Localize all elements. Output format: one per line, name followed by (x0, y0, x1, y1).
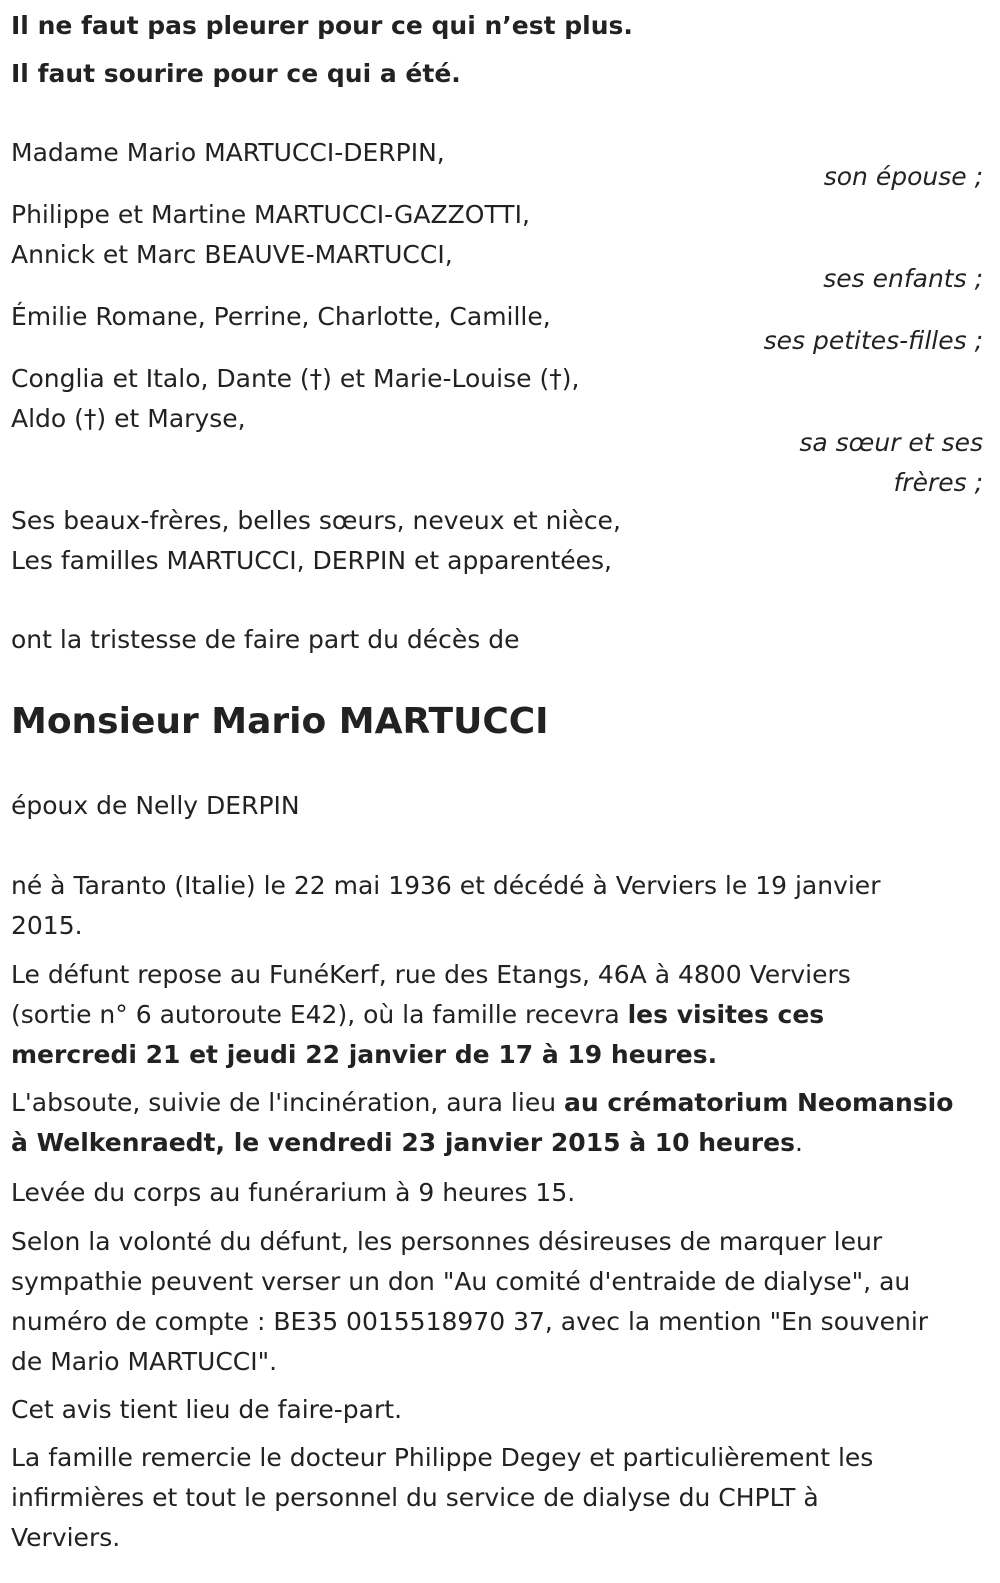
children-role: ses enfants ; (823, 264, 983, 293)
repose-line-2-bold: les visites ces (627, 1000, 825, 1029)
donation-line-4: de Mario MARTUCCI". (11, 1347, 278, 1376)
families-line: Les familles MARTUCCI, DERPIN et apparentées, (11, 546, 612, 575)
thanks-line-2: infirmières et tout le personnel du service de dialyse du CHPLT à (11, 1483, 819, 1512)
thanks-line-3: Verviers. (11, 1523, 121, 1552)
spouse-of-text: époux de Nelly DERPIN (11, 791, 300, 820)
absoute-line-2-plain: . (794, 1128, 803, 1157)
absoute-line-2-bold: à Welkenraedt, le vendredi 23 janvier 2015 à 10 heures (11, 1128, 795, 1157)
repose-line-2-plain: (sortie n° 6 autoroute E42), où la famille recevra (11, 1000, 628, 1029)
repose-visits-schedule: mercredi 21 et jeudi 22 janvier de 17 à 19 heures. (11, 1040, 718, 1069)
siblings-line-1: Conglia et Italo, Dante (†) et Marie-Louise (†), (11, 364, 580, 393)
epigraph-line-1: Il ne faut pas pleurer pour ce qui n’est plus. (11, 11, 633, 40)
thanks-line-1: La famille remercie le docteur Philippe Degey et particulièrement les (11, 1443, 874, 1472)
absoute-line-1-plain: L'absoute, suivie de l'incinération, aura lieu (11, 1088, 564, 1117)
siblings-role-line-2: frères ; (893, 468, 983, 497)
donation-line-3: numéro de compte : BE35 0015518970 37, avec la mention "En souvenir (11, 1307, 929, 1336)
granddaughters-names: Émilie Romane, Perrine, Charlotte, Camille, (11, 302, 551, 331)
repose-line-1: Le défunt repose au FunéKerf, rue des Etangs, 46A à 4800 Verviers (11, 960, 851, 989)
children-line-1: Philippe et Martine MARTUCCI-GAZZOTTI, (11, 200, 530, 229)
announcement-text: ont la tristesse de faire part du décès de (11, 625, 520, 654)
spouse-name: Madame Mario MARTUCCI-DERPIN, (11, 138, 445, 167)
absoute-line-1 (11, 1083, 953, 1123)
birth-death-line-1: né à Taranto (Italie) le 22 mai 1936 et décédé à Verviers le 19 janvier (11, 871, 881, 900)
absoute-line-1-bold: au crématorium Neomansio (564, 1088, 954, 1117)
notice-text: Cet avis tient lieu de faire-part. (11, 1395, 403, 1424)
siblings-line-2: Aldo (†) et Maryse, (11, 404, 246, 433)
children-line-2: Annick et Marc BEAUVE-MARTUCCI, (11, 240, 453, 269)
donation-line-2: sympathie peuvent verser un don "Au comité d'entraide de dialyse", au (11, 1267, 911, 1296)
deceased-name: Monsieur Mario MARTUCCI (11, 701, 549, 742)
birth-death-line-2: 2015. (11, 911, 83, 940)
inlaws-line: Ses beaux-frères, belles sœurs, neveux et nièce, (11, 506, 621, 535)
absoute-line-2 (11, 1123, 803, 1163)
epigraph-line-2: Il faut sourire pour ce qui a été. (11, 59, 461, 88)
spouse-role: son épouse ; (823, 162, 983, 191)
donation-line-1: Selon la volonté du défunt, les personnes désireuses de marquer leur (11, 1227, 883, 1256)
granddaughters-role: ses petites-filles ; (763, 326, 983, 355)
levee-text: Levée du corps au funérarium à 9 heures 15. (11, 1178, 576, 1207)
siblings-role-line-1: sa sœur et ses (799, 428, 983, 457)
repose-line-2 (11, 995, 824, 1035)
